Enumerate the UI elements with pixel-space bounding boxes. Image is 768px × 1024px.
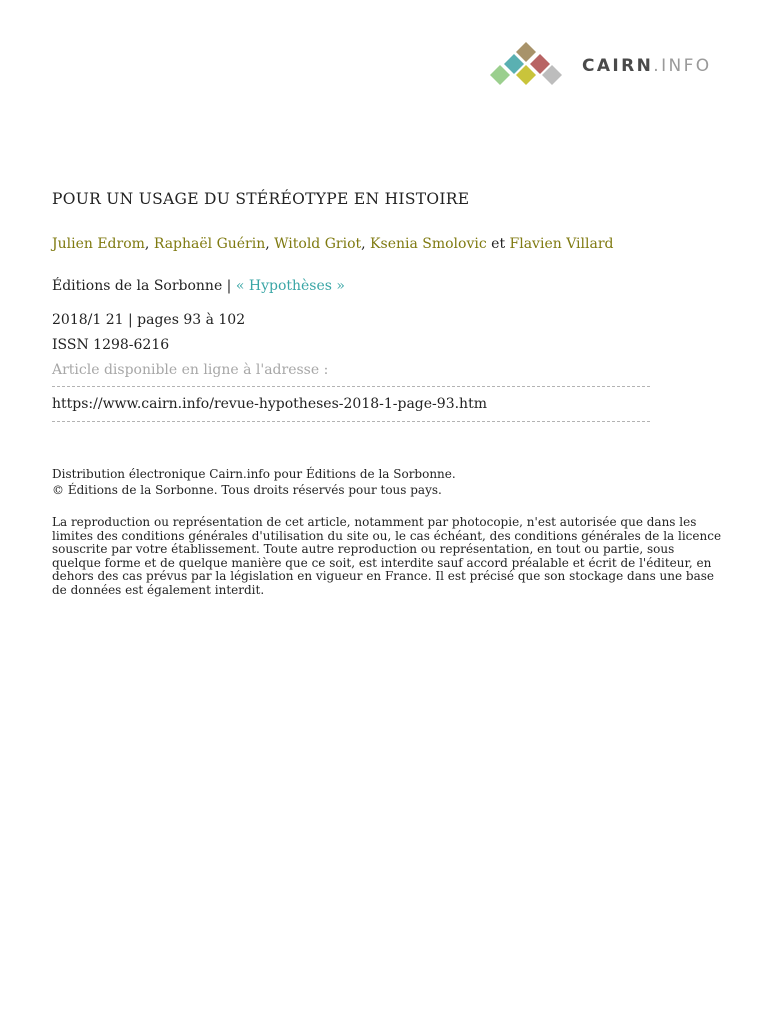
author-joiner: et [486, 236, 510, 252]
author-link[interactable]: Raphaël Guérin [153, 236, 266, 252]
divider [52, 421, 650, 422]
distribution-notice [52, 466, 456, 498]
author-separator: , [144, 236, 154, 252]
article-title: POUR UN USAGE DU STÉRÉOTYPE EN HISTOIRE [52, 190, 470, 208]
issn: ISSN 1298-6216 [52, 337, 170, 353]
legal-notice: La reproduction ou représentation de cet article, notamment par photocopie, n'est autorisée que dans les limites des conditions générales d'utilisation du site ou, le cas échéant, des conditions générales de la licence souscrite par votre établissement. Toute autre reproduction ou représentation, en tout ou partie, sous quelque forme et de quelque manière que ce soit, est interdite sauf accord préalable et écrit de l'éditeur, en dehors des cas prévus par la législation en vigueur en France. Il est précisé que son stockage dans une base de données est également interdit. [52, 515, 722, 597]
cairn-logo[interactable] [488, 40, 728, 90]
cairn-logo-wordmark [582, 56, 712, 76]
divider [52, 386, 650, 387]
publisher-name: Éditions de la Sorbonne | [52, 278, 236, 294]
series-link[interactable]: « Hypothèses » [235, 278, 345, 294]
logo-suffix: .INFO [653, 56, 712, 76]
distribution-text: Distribution électronique Cairn.info pour Éditions de la Sorbonne. [52, 467, 456, 481]
author-link[interactable]: Julien Edrom [52, 236, 145, 252]
copyright-text: © Éditions de la Sorbonne. Tous droits réservés pour tous pays. [52, 483, 442, 497]
available-online-label: Article disponible en ligne à l'adresse : [52, 362, 329, 378]
author-list [52, 236, 614, 252]
logo-brand: CAIRN [582, 56, 654, 76]
author-link[interactable]: Ksenia Smolovic [370, 236, 487, 252]
author-separator: , [265, 236, 275, 252]
issue-info: 2018/1 21 | pages 93 à 102 [52, 312, 246, 328]
author-link[interactable]: Flavien Villard [509, 236, 614, 252]
article-url[interactable]: https://www.cairn.info/revue-hypotheses-2018-1-page-93.htm [52, 396, 487, 412]
cairn-logo-mark-icon [488, 40, 578, 90]
author-link[interactable]: Witold Griot [274, 236, 362, 252]
author-separator: , [361, 236, 371, 252]
publisher-line [52, 278, 345, 294]
